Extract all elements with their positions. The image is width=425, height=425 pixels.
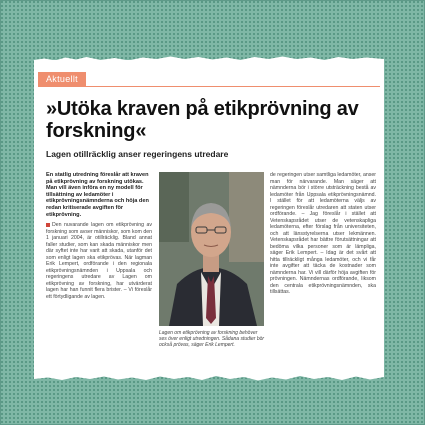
section-label: Aktuellt <box>38 72 86 87</box>
paragraph-marker-icon <box>46 223 50 227</box>
article-photo <box>159 172 264 326</box>
article-column-3: de regeringen utser samtliga ledamöter, anser man för närvarande. Man säger att nämnderna bör i större utsträckning bestå av ledamöter från Uppsala etikprövningsnämnd. I stället för att ledamöterna väljs av regeringen föreslår utredaren att staten utser ordförande. – Jag föreslår i stället att Vetenskapsrådet utser de vetenskapliga ledamöterna, efter förslag från universiteten, och att länsstyrelserna utser lekmännen. Vetenskapsrådet har bättre förutsättningar att bedöma vilka personer som är lämpliga, säger Erik Lempert. – Idag är det svårt att hitta tillräckligt många ledamöter, och vi får inte avgifter att täcka de kostnader som nämnderna har. Vi vill därför höja avgiften för prövningen. Nämndernas ordförande, liksom den centrala etikprövningsnämnden, ska tillsättas. <box>270 172 376 295</box>
article-headline: »Utöka kraven på etikprövning av forskning« <box>46 98 359 142</box>
section-divider <box>38 86 380 87</box>
photo-caption: Lagen om etikprövning av forskning behöver ses över enligt utredningen. Sådana studier bör också prövas, säger Erik Lempert. <box>159 330 265 348</box>
column-1-text: Den nuvarande lagen om etikprövning av forskning som avser människor, som kom den 1 januari 2004, är otillräcklig. Bland annat faller studier, som kan skada människor men där syftet inte har varit att skada, utanför det som enligt lagen ska etikprövas. När lagman Erik Lempert, ordförande i den regionala etikprövningsnämnden i Uppsala och regeringens utredare av Lagen om etikprövning av forskning, har utvärderat lagen har han funnit flera brister. – Vi föreslår ett förtydligande av lagen. <box>46 222 152 300</box>
article-ingress: En statlig utredning föreslår att kraven på etikprövning av forskning utökas. Man vill även införa en ny modell för tillsättning av ledamöter i etikprövningsnämnderna och höja den redan kritiserade avgiften för etikprövning. <box>46 172 149 218</box>
portrait-illustration <box>159 172 264 326</box>
article-column-1 <box>46 222 152 368</box>
article-subhead: Lagen otillräcklig anser regeringens utredare <box>46 149 229 159</box>
